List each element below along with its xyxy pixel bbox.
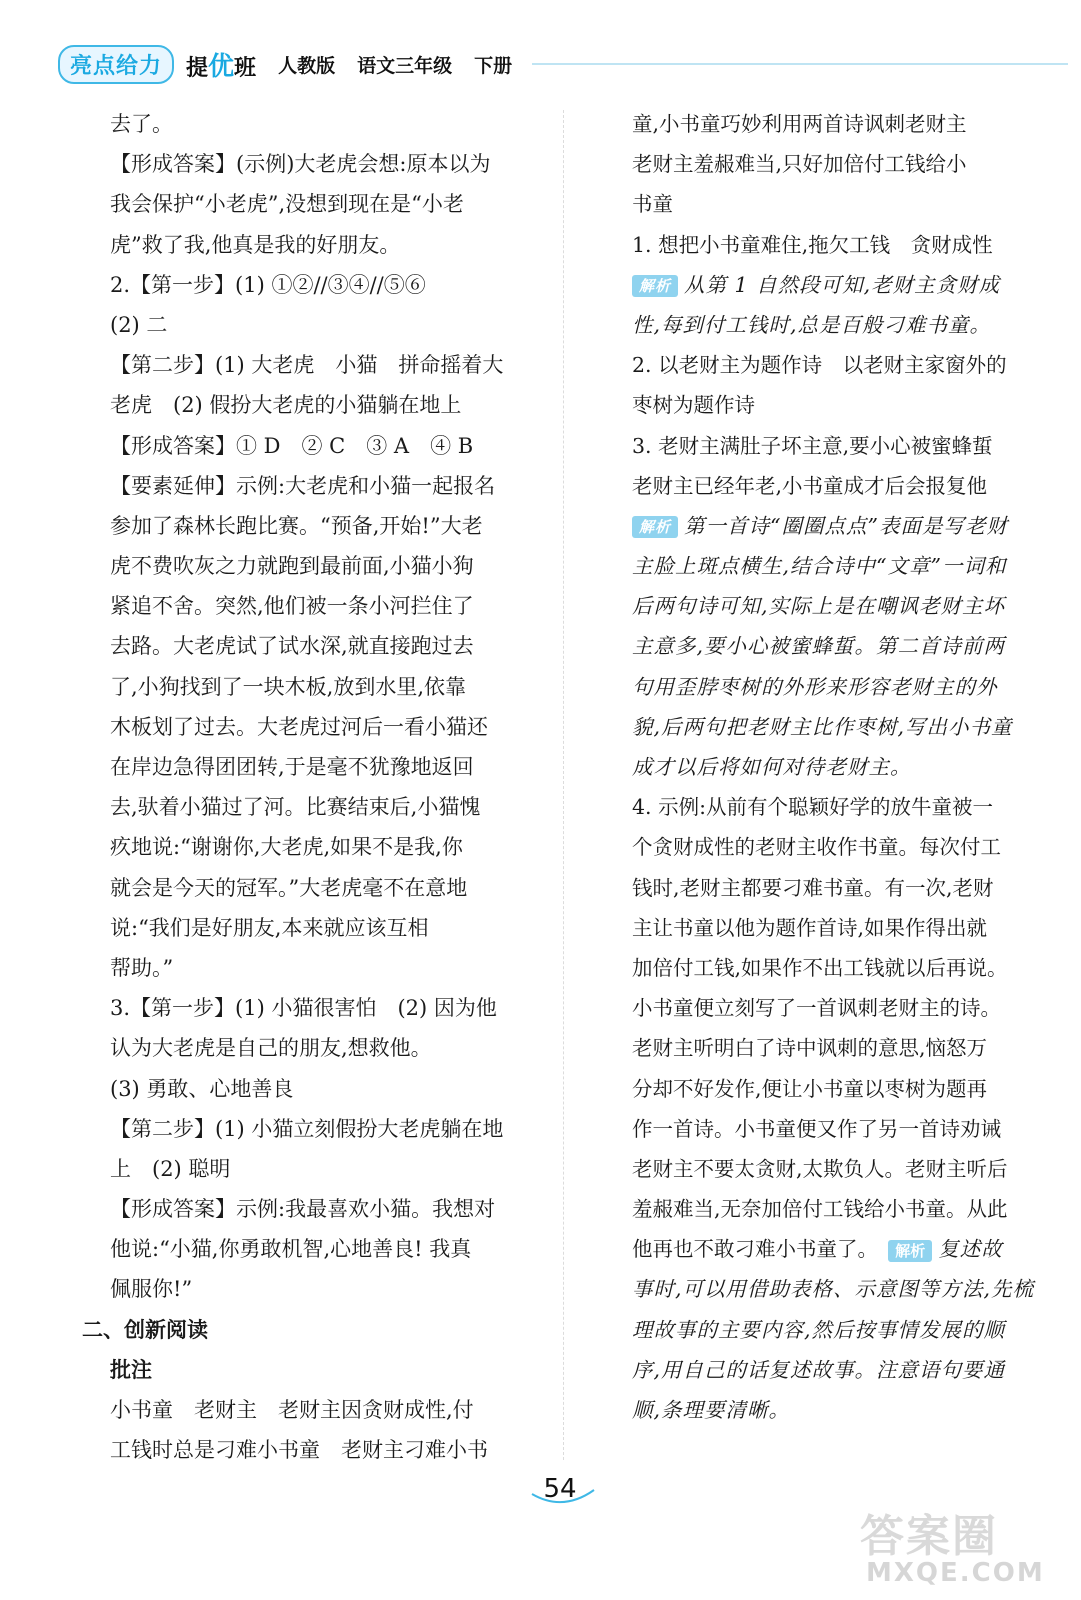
- right-column: [632, 104, 1062, 1430]
- story-end-text: 他再也不敢刁难小书童了。: [632, 1237, 868, 1262]
- text-line: 作一首诗。小书童便又作了另一首诗劝诫: [632, 1116, 1001, 1141]
- text-line: 认为大老虎是自己的朋友,想救他。: [110, 1036, 432, 1061]
- text-line: 1. 想把小书童难住,拖欠工钱 贪财成性: [632, 232, 993, 257]
- watermark-logo: 答案圈: [860, 1511, 998, 1562]
- text-line: 书童: [632, 192, 673, 217]
- analysis-tag: 解析: [888, 1240, 932, 1262]
- analysis-line: 理故事的主要内容,然后按事情发展的顺: [632, 1317, 1006, 1342]
- analysis-line: [632, 506, 1062, 546]
- text-line: 去路。大老虎试了试水深,就直接跑过去: [110, 634, 474, 659]
- text-line: 老财主不要太贪财,太欺负人。老财主听后: [632, 1156, 1008, 1181]
- text-line: 2. 以老财主为题作诗 以老财主家窗外的: [632, 353, 1007, 378]
- header-rule: [532, 63, 1068, 65]
- text-line: (2) 二: [110, 312, 168, 337]
- text-line: 【要素延伸】示例:大老虎和小猫一起报名: [110, 473, 496, 498]
- text-line: 小书童便立刻写了一首讽刺老财主的诗。: [632, 996, 1001, 1021]
- page-header: [58, 44, 1068, 84]
- left-column: [82, 104, 550, 1470]
- text-line: 分却不好发作,便让小书童以枣树为题再: [632, 1076, 988, 1101]
- analysis-text: 第一首诗“圈圈点点”表面是写老财: [684, 513, 1008, 538]
- analysis-line: 主脸上斑点横生,结合诗中“文章”一词和: [632, 554, 1007, 579]
- text-line: [632, 1229, 1062, 1269]
- text-line: 2.【第一步】(1) ①②//③④//⑤⑥: [110, 272, 426, 297]
- text-line: 钱时,老财主都要刁难书童。有一次,老财: [632, 875, 994, 900]
- volume-label: 下册: [474, 54, 513, 77]
- text-line: 帮助。”: [110, 955, 174, 980]
- brand-logo: 亮点给力: [58, 45, 174, 84]
- analysis-line: 事时,可以用借助表格、示意图等方法,先梳: [632, 1277, 1035, 1302]
- text-line: 童,小书童巧妙利用两首诗讽刺老财主: [632, 112, 967, 136]
- analysis-line: 貌,后两句把老财主比作枣树,写出小书童: [632, 714, 1013, 739]
- text-line: 虎”救了我,他真是我的好朋友。: [110, 232, 401, 257]
- text-line: 我会保护“小老虎”,没想到现在是“小老: [110, 192, 464, 217]
- text-line: 上 (2) 聪明: [110, 1156, 231, 1181]
- section-heading: 二、创新阅读: [82, 1317, 208, 1342]
- text-line: 老财主听明白了诗中讽刺的意思,恼怒万: [632, 1036, 988, 1061]
- text-line: 了,小狗找到了一块木板,放到水里,依靠: [110, 674, 467, 699]
- text-line: 【第二步】(1) 大老虎 小猫 拼命摇着大: [110, 353, 504, 378]
- text-line: 【形成答案】(示例)大老虎会想:原本以为: [110, 152, 491, 177]
- series-title: [186, 46, 256, 83]
- text-line: 老财主羞赧难当,只好加倍付工钱给小: [632, 152, 967, 177]
- analysis-line: 句用歪脖枣树的外形来形容老财主的外: [632, 674, 998, 699]
- text-line: 工钱时总是刁难小书童 老财主刁难小书: [110, 1438, 488, 1463]
- text-line: 去了。: [110, 112, 173, 136]
- series-suffix: 班: [234, 55, 257, 81]
- text-line: 主让书童以他为题作首诗,如果作得出就: [632, 915, 988, 940]
- text-line: 就会是今天的冠军。”大老虎毫不在意地: [110, 875, 468, 900]
- text-line: 加倍付工钱,如果作不出工钱就以后再说。: [632, 955, 1008, 980]
- text-line: 3. 老财主满肚子坏主意,要小心被蜜蜂蜇: [632, 433, 993, 458]
- column-divider: [563, 110, 564, 1460]
- text-line: 虎不费吹灰之力就跑到最前面,小猫小狗: [110, 554, 474, 579]
- text-line: 去,驮着小猫过了河。比赛结束后,小猫愧: [110, 795, 481, 820]
- analysis-line: [632, 265, 1062, 305]
- text-line: 【形成答案】① D ② C ③ A ④ B: [110, 433, 474, 458]
- text-line: 老虎 (2) 假扮大老虎的小猫躺在地上: [110, 393, 462, 418]
- text-line: 羞赧难当,无奈加倍付工钱给小书童。从此: [632, 1197, 1008, 1222]
- subsection-heading: 批注: [110, 1357, 152, 1382]
- page-number: 54: [543, 1474, 577, 1504]
- analysis-line: 成才以后将如何对待老财主。: [632, 755, 912, 779]
- series-prefix: 提: [186, 55, 209, 81]
- page-number-swoosh-icon: [528, 1486, 598, 1510]
- text-line: 小书童 老财主 老财主因贪财成性,付: [110, 1398, 474, 1422]
- text-line: 老财主已经年老,小书童成才后会报复他: [632, 473, 988, 498]
- analysis-line: 后两句诗可知,实际上是在嘲讽老财主坏: [632, 594, 1006, 619]
- analysis-line: 性,每到付工钱时,总是百般刁难书童。: [632, 312, 992, 337]
- series-emphasis: 优: [208, 51, 235, 82]
- text-line: 佩服你!”: [110, 1277, 193, 1302]
- text-line: 在岸边急得团团转,于是毫不犹豫地返回: [110, 755, 474, 779]
- text-line: 参加了森林长跑比赛。“预备,开始!”大老: [110, 513, 483, 538]
- text-line: (3) 勇敢、心地善良: [110, 1076, 294, 1101]
- watermark-url: MXQE.COM: [866, 1558, 1045, 1588]
- analysis-text: 从第 1 自然段可知,老财主贪财成: [684, 272, 1001, 297]
- analysis-line: 主意多,要小心被蜜蜂蜇。第二首诗前两: [632, 634, 1006, 659]
- text-line: 说:“我们是好朋友,本来就应该互相: [110, 915, 429, 940]
- text-line: 枣树为题作诗: [632, 393, 755, 418]
- text-line: 【形成答案】示例:我最喜欢小猫。我想对: [110, 1197, 496, 1222]
- text-line: 3.【第一步】(1) 小猫很害怕 (2) 因为他: [110, 996, 497, 1021]
- watermark: [860, 1500, 1070, 1594]
- analysis-line: 顺,条理要清晰。: [632, 1398, 791, 1422]
- text-line: 他说:“小猫,你勇敢机智,心地善良! 我真: [110, 1237, 472, 1262]
- text-line: 个贪财成性的老财主收作书童。每次付工: [632, 835, 1001, 860]
- text-line: 4. 示例:从前有个聪颖好学的放牛童被一: [632, 795, 993, 820]
- edition-label: 人教版: [278, 54, 336, 77]
- text-line: 木板划了过去。大老虎过河后一看小猫还: [110, 714, 488, 739]
- text-line: 【第二步】(1) 小猫立刻假扮大老虎躺在地: [110, 1116, 504, 1141]
- text-line: 紧追不舍。突然,他们被一条小河拦住了: [110, 594, 474, 619]
- analysis-tag: 解析: [632, 275, 678, 297]
- analysis-line: 序,用自己的话复述故事。注意语句要通: [632, 1357, 1006, 1382]
- analysis-text: 复述故: [938, 1237, 1003, 1262]
- subject-label: 语文三年级: [357, 54, 453, 77]
- analysis-tag: 解析: [632, 516, 678, 538]
- text-line: 疚地说:“谢谢你,大老虎,如果不是我,你: [110, 835, 463, 860]
